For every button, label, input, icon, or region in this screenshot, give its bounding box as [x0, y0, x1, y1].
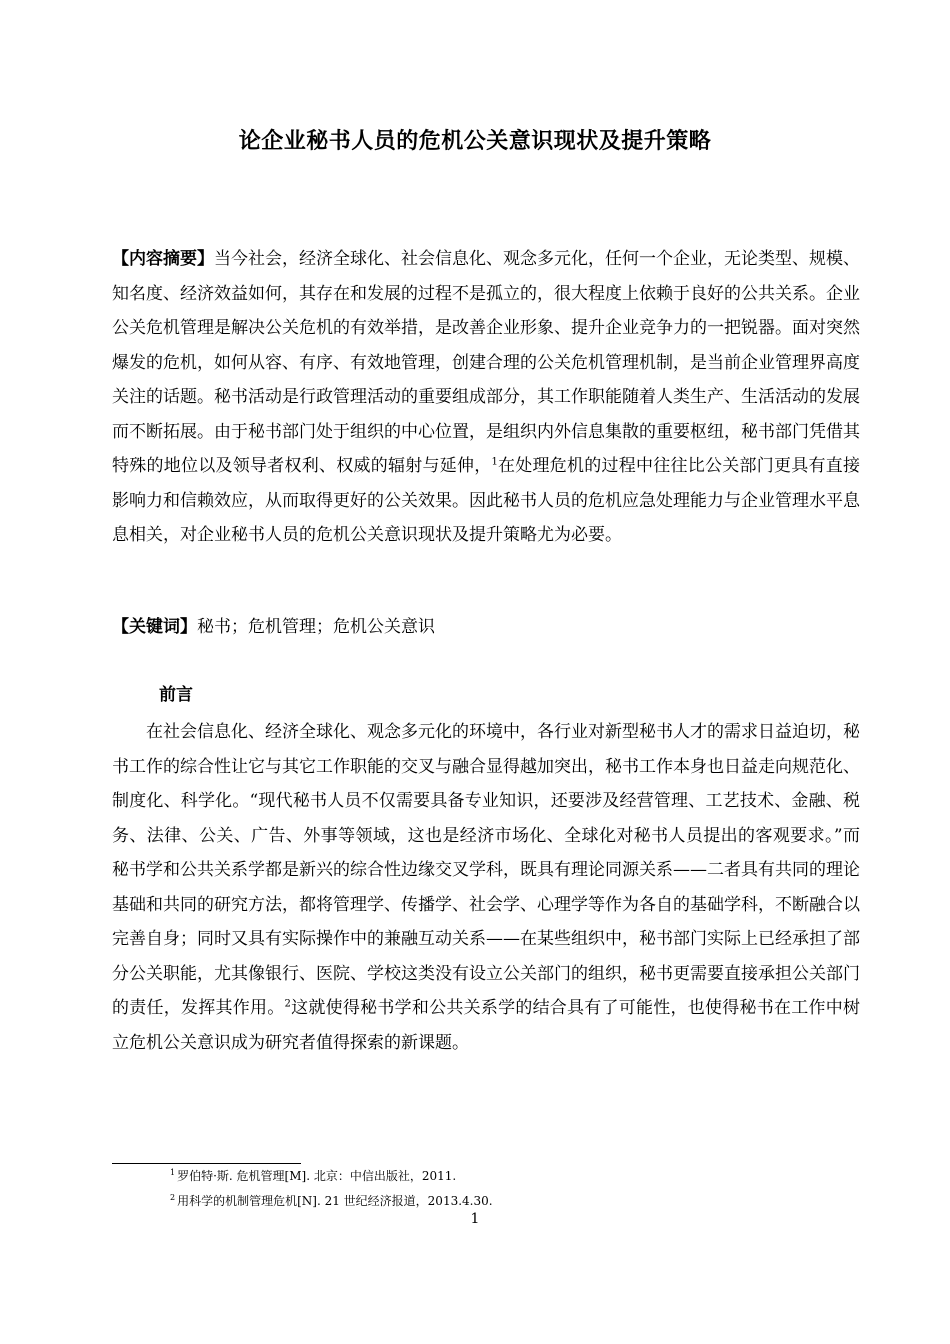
footnote-1-number: 1: [170, 1168, 176, 1177]
keywords-text: 秘书；危机管理；危机公关意识: [197, 617, 435, 637]
abstract-paragraph: [112, 242, 860, 553]
footnote-2: [170, 1193, 493, 1209]
preface-heading: 前言: [159, 685, 193, 705]
footnote-ref-1[interactable]: 1: [491, 456, 498, 468]
page-number: 1: [470, 1211, 480, 1227]
preface-paragraph: [112, 715, 860, 1060]
keywords-line: [112, 610, 860, 645]
footnote-1: [170, 1168, 456, 1184]
footnote-ref-2[interactable]: 2: [284, 998, 291, 1010]
document-title: 论企业秘书人员的危机公关意识现状及提升策略: [238, 129, 712, 154]
footnote-separator: [112, 1163, 301, 1164]
preface-text-part1: 在社会信息化、经济全球化、观念多元化的环境中，各行业对新型秘书人才的需求日益迫切，秘书工作的综合性让它与其它工作职能的交叉与融合显得越加突出，秘书工作本身也日益走向规范化、制度化、科学化。“现代秘书人员不仅需要具备专业知识，还要涉及经营管理、工艺技术、金融、税务、法律、公关、广告、外事等领域，这也是经济市场化、全球化对秘书人员提出的客观要求。”而秘书学和公共关系学都是新兴的综合性边缘交叉学科，既具有理论同源关系——二者具有共同的理论基础和共同的研究方法，都将管理学、传播学、社会学、心理学等作为各自的基础学科，不断融合以完善自身；同时又具有实际操作中的兼融互动关系——在某些组织中，秘书部门实际上已经承担了部分公关职能，尤其像银行、医院、学校这类没有设立公关部门的组织，秘书更需要直接承担公关部门的责任，发挥其作用。: [112, 722, 860, 1018]
footnote-2-number: 2: [170, 1193, 176, 1202]
preface-text-part2: 这就使得秘书学和公共关系学的结合具有了可能性，也使得秘书在工作中树立危机公关意识成为研究者值得探索的新课题。: [112, 998, 861, 1053]
abstract-text-part1: 当今社会，经济全球化、社会信息化、观念多元化，任何一个企业，无论类型、规模、知名度、经济效益如何，其存在和发展的过程不是孤立的，很大程度上依赖于良好的公共关系。企业公关危机管理是解决公关危机的有效举措，是改善企业形象、提升企业竞争力的一把锐器。面对突然爆发的危机，如何从容、有序、有效地管理，创建合理的公关危机管理机制，是当前企业管理界高度关注的话题。秘书活动是行政管理活动的重要组成部分，其工作职能随着人类生产、生活活动的发展而不断拓展。由于秘书部门处于组织的中心位置，是组织内外信息集散的重要枢纽，秘书部门凭借其特殊的地位以及领导者权利、权威的辐射与延伸，: [112, 249, 860, 476]
footnote-2-text: 用科学的机制管理危机[N]. 21 世纪经济报道，2013.4.30.: [177, 1194, 493, 1208]
abstract-text-part2: 在处理危机的过程中往往比公关部门更具有直接影响力和信赖效应，从而取得更好的公关效果。因此秘书人员的危机应急处理能力与企业管理水平息息相关，对企业秘书人员的危机公关意识现状及提升策略尤为必要。: [112, 456, 861, 545]
abstract-label: 【内容摘要】: [112, 249, 214, 269]
footnote-1-text: 罗伯特·斯. 危机管理[M]. 北京：中信出版社，2011.: [177, 1169, 457, 1183]
keywords-label: 【关键词】: [112, 617, 197, 637]
